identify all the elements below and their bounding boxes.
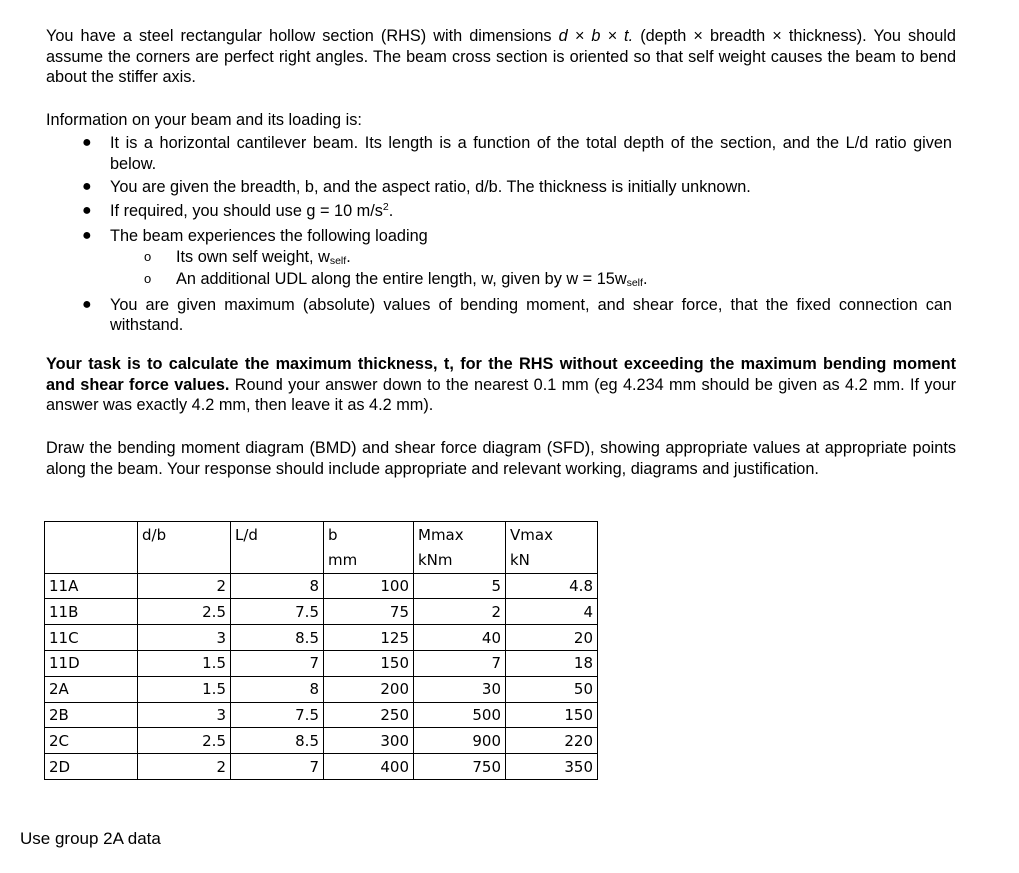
bullet-item [0,133,952,174]
table-cell: 250 [324,702,414,728]
sub-bullet-text: Its own self weight, w [176,247,330,266]
table-cell: 900 [414,728,506,754]
info-heading: Information on your beam and its loading is: [46,111,362,129]
table-cell: 7 [414,650,506,676]
bullet-item [0,201,952,224]
table-row-label: 11D [45,650,138,676]
table-cell: 350 [506,754,598,780]
table-cell: 2 [414,599,506,625]
bullet-icon: ● [82,134,92,151]
table-row [45,625,598,651]
table-cell: 4.8 [506,573,598,599]
table-header-cell: Mmax [414,522,506,548]
subscript: self [329,254,347,267]
table-cell: 500 [414,702,506,728]
table-body [45,573,598,779]
table-cell: 2.5 [138,728,231,754]
table-cell: 75 [324,599,414,625]
table-cell: 40 [414,625,506,651]
circle-bullet-icon: o [144,271,152,286]
sub-bullet-text: . [346,247,351,266]
table-cell: 7 [231,754,324,780]
draw-paragraph: Draw the bending moment diagram (BMD) and shear force diagram (SFD), showing appropriate values at appropriate points along the beam. Your response should include appropriate and relevant working, diagrams and justification. [46,439,956,478]
table-cell: 2 [138,573,231,599]
subscript: self [626,277,643,289]
table-header-cell: L/d [231,522,324,548]
bullet-text: You are given the breadth, b, and the aspect ratio, d/b. The thickness is initially unknown. [110,178,751,196]
table-row [45,599,598,625]
table-row [45,702,598,728]
table-row-label: 11A [45,573,138,599]
table-unit-cell [45,547,138,573]
table-cell: 7.5 [231,702,324,728]
table-header-cell: Vmax [506,522,598,548]
task-text: Round your answer down to the nearest 0.1 mm (eg 4.234 mm should be given as 4.2 mm. If your answer was exactly 4.2 mm, then leave it as 4.2 mm). [46,375,956,414]
bullet-icon: ● [82,178,92,195]
table-cell: 2 [138,754,231,780]
table-cell: 750 [414,754,506,780]
table-cell: 300 [324,728,414,754]
table-header-row [45,522,598,548]
sub-bullet-text: . [642,270,648,288]
bullet-icon: ● [82,201,92,219]
table-row-label: 2C [45,728,138,754]
table-cell: 30 [414,676,506,702]
superscript: 2 [382,200,389,213]
table-cell: 8 [231,676,324,702]
table-cell: 3 [138,702,231,728]
table-cell: 1.5 [138,650,231,676]
task-bold-text: Your task is to calculate the maximum thickness, t, for the RHS without exceeding the maximum bending moment and shear force values. [46,355,956,394]
table-cell: 7 [231,650,324,676]
bullet-text: You are given maximum (absolute) values of bending moment, and shear force, that the fixed connection can withstand. [110,295,952,334]
table-cell: 8.5 [231,625,324,651]
bullet-text: . [388,201,394,220]
info-bullet-list [0,133,960,339]
table-cell: 150 [506,702,598,728]
table-cell: 100 [324,573,414,599]
bullet-icon: ● [82,295,92,313]
table-cell: 220 [506,728,598,754]
table-cell: 20 [506,625,598,651]
table-cell: 125 [324,625,414,651]
bullet-text: The beam experiences the following loading [110,227,428,245]
bullet-text: If required, you should use g = 10 m/s [110,201,383,220]
table-row-label: 11B [45,599,138,625]
table-row-label: 2A [45,676,138,702]
table-cell: 50 [506,676,598,702]
table-cell: 4 [506,599,598,625]
bullet-item [0,177,952,198]
table-cell: 3 [138,625,231,651]
table-cell: 8.5 [231,728,324,754]
table-cell: 2.5 [138,599,231,625]
table-header-cell: b [324,522,414,548]
table-units-row [45,547,598,573]
table-row [45,754,598,780]
table-unit-cell: kN [506,547,598,573]
table-cell: 1.5 [138,676,231,702]
table-unit-cell [138,547,231,573]
bullet-icon: ● [82,227,92,244]
sub-bullet-list [110,247,952,292]
task-paragraph [46,354,956,416]
sub-bullet-item [0,247,952,270]
sub-bullet-text: An additional UDL along the entire length, w, given by w = 15w [176,270,627,288]
table-row-label: 11C [45,625,138,651]
intro-paragraph [46,26,956,88]
table-header-cell: d/b [138,522,231,548]
table-row [45,728,598,754]
bullet-item [0,295,952,336]
sub-bullet-item [0,269,952,292]
table-row-label: 2B [45,702,138,728]
intro-text-2: (depth × breadth × thickness). You should assume the corners are perfect right angles. The beam cross section is oriented so that self weight causes the beam to bend about the stiffer axis. [46,27,956,86]
table-unit-cell: kNm [414,547,506,573]
table-unit-cell [231,547,324,573]
footer-note: Use group 2A data [20,829,161,848]
table-cell: 8 [231,573,324,599]
bullet-item [0,226,952,292]
table-row-label: 2D [45,754,138,780]
bullet-text: It is a horizontal cantilever beam. Its length is a function of the total depth of the section, and the L/d ratio given below. [110,134,952,173]
table-header-cell [45,522,138,548]
table-row [45,676,598,702]
table-cell: 5 [414,573,506,599]
table-row [45,650,598,676]
table-cell: 7.5 [231,599,324,625]
table-cell: 200 [324,676,414,702]
table-cell: 18 [506,650,598,676]
data-table [44,521,598,780]
table-cell: 400 [324,754,414,780]
table-cell: 150 [324,650,414,676]
table-row [45,573,598,599]
intro-dims: d × b × t. [558,27,634,45]
table-unit-cell: mm [324,547,414,573]
circle-bullet-icon: o [144,248,152,264]
intro-text-1: You have a steel rectangular hollow section (RHS) with dimensions [46,27,552,45]
